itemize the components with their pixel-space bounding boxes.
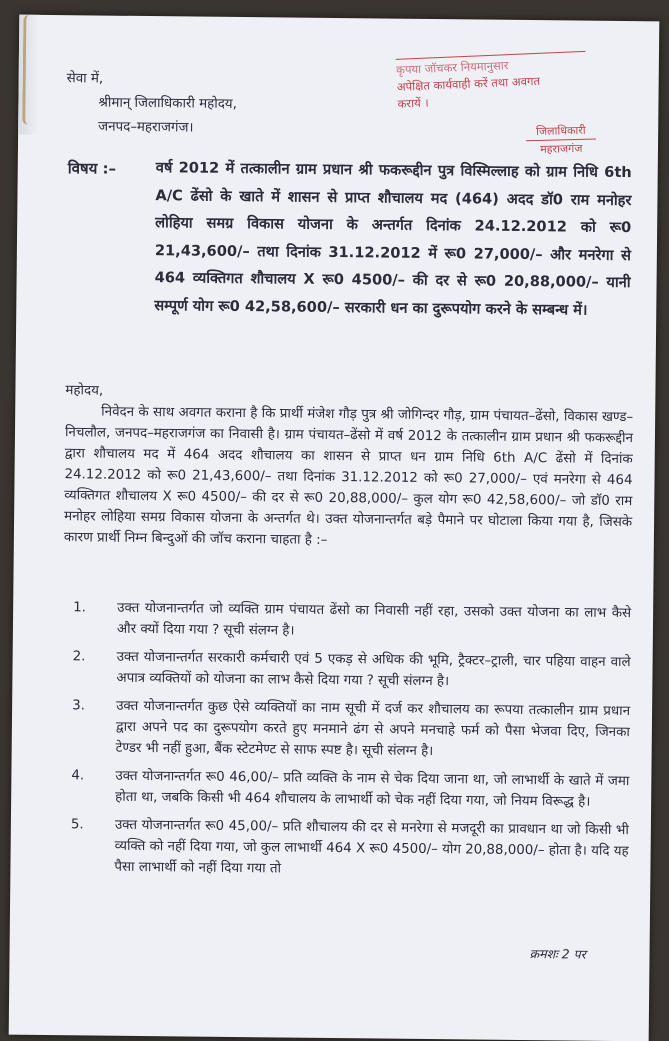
office-stamp-line-2: महराजगंज	[539, 141, 583, 156]
office-stamp-line-1: जिलाधिकारी	[535, 123, 586, 138]
address-block	[66, 67, 237, 141]
letter-sheet	[9, 15, 660, 1041]
point-number: 1.	[73, 600, 87, 616]
list-item	[60, 814, 629, 883]
address-district: जनपद–महराजगंज।	[98, 119, 194, 136]
point-number: 2.	[72, 649, 86, 665]
office-stamp	[526, 123, 597, 158]
address-recipient: श्रीमान् जिलाधिकारी महोदय,	[98, 95, 237, 112]
continuation-note: क्रमशः 2 पर	[529, 946, 586, 962]
stamp-line-2: अपेक्षित कार्यवाही करें तथा अवगत	[396, 73, 541, 94]
list-item	[62, 695, 631, 764]
point-number: 3.	[72, 698, 85, 714]
body-paragraph: निवेदन के साथ अवगत कराना है कि प्रार्थी मंजेश गौड़ पुत्र श्री जोगिन्दर गौड़, ग्राम पंचायत–ढेंसो, विकास खण्ड–निचलौल, जनपद–महराजगंज का निवासी है। ग्राम पंचायत–ढेंसो में वर्ष 2012 के तत्कालीन ग्राम प्रधान श्री फकरूद्दीन द्वारा शौचालय मद में 464 अदद शौचालय का शासन से प्राप्त धन ग्राम निधि 6th A/C ढेंसो में दिनांक 24.12.2012 को रू0 21,43,600/– तथा दिनांक 31.12.2012 को रू0 27,000/– एवं मनरेगा से 464 व्यक्तिगत शौचालय X रू0 4500/– की दर से रू0 20,88,000/– कुल योग रू0 42,58,600/– जो डॉ0 राम मनोहर लोहिया समग्र विकास योजना के अन्तर्गत थे। उक्त योजनान्तर्गत बड़े पैमाने पर घोटाला किया गया है, जिसके कारण प्रार्थी निम्न बिन्दुओं की जॉच कराना चाहता है :–	[63, 404, 634, 548]
point-text: उक्त योजनान्तर्गत सरकारी कर्मचारी एवं 5 एकड़ से अधिक की भूमि, ट्रैक्टर–ट्राली, चार पहिया वाहन वाले अपात्र व्यक्तियों को योजना का लाभ कैसे दिया गया ? सूची संलग्न है।	[116, 649, 631, 690]
subject-text: वर्ष 2012 में तत्कालीन ग्राम प्रधान श्री फकरूद्दीन पुत्र विस्मिल्लाह को ग्राम निधि 6th A/C ढेंसो के खाते में शासन से प्राप्त शौचालय मद (464) अदद डॉ0 राम मनोहर लोहिया समग्र विकास योजना के अन्तर्गत दिनांक 24.12.2012 को रू0 21,43,600/– तथा दिनांक 31.12.2012 में रू0 27,000/– और मनरेगा से 464 व्यक्तिगत शौचालय X रू0 4500/– की दर से रू0 20,88,000/– यानी सम्पूर्ण योग रू0 42,58,600/– सरकारी धन का दुरूपयोग करने के सम्बन्ध में।	[154, 159, 632, 319]
point-number: 5.	[70, 817, 84, 833]
point-text: उक्त योजनान्तर्गत जो व्यक्ति ग्राम पंचायत ढेंसो का निवासी नहीं रहा, उसको उक्त योजना का लाभ कैसे और क्यों दिया गया ? सूची संलग्न है।	[116, 600, 632, 639]
address-to: सेवा में,	[66, 71, 104, 87]
salutation: महोदय,	[65, 383, 104, 399]
binding-string	[22, 15, 36, 125]
list-item	[62, 646, 630, 694]
points-list	[60, 597, 631, 890]
point-text: उक्त योजनान्तर्गत रू0 46,00/– प्रति व्यक्ति के नाम से चेक दिया जाना था, जो लाभार्थी के खाते में जमा होता था, जबकि किसी भी 464 शौचालय के लाभार्थी को चेक नहीं दिया गया, जो नियम विरूद्ध है।	[115, 768, 630, 810]
list-item	[61, 765, 629, 813]
point-number: 4.	[71, 768, 85, 784]
list-item	[63, 597, 631, 645]
endorsement-stamp	[396, 51, 598, 113]
stamp-line-3: करायें ।	[397, 95, 429, 111]
stamp-line-1: कृपया जॉचकर नियमानुसार	[395, 58, 509, 77]
point-text: उक्त योजनान्तर्गत कुछ ऐसे व्यक्तियों का नाम सूची में दर्ज कर शौचालय का रूपया तत्कालीन ग्राम प्रधान द्वारा अपने पद का दुरूपयोग करते हुए मनमाने ढंग से अपने मनचाहे फर्म को पैसा भेजवा दिए, जिनका टेण्डर भी नहीं हुआ, बैंक स्टेटमेण्ट से साफ स्पष्ट है। सूची संलग्न है।	[115, 698, 631, 760]
subject-label: विषय :–	[67, 159, 117, 178]
point-text: उक्त योजनान्तर्गत रू0 45,00/– प्रति शौचालय की दर से मनरेगा से मजदूरी का प्रावधान था जो किसी भी व्यक्ति को नहीं दिया गया, जो कुल लाभार्थी 464 X रू0 4500/– योग 20,88,000/– होता है। यदि यह पैसा लाभार्थी को नहीं दिया गया तो	[114, 817, 629, 877]
